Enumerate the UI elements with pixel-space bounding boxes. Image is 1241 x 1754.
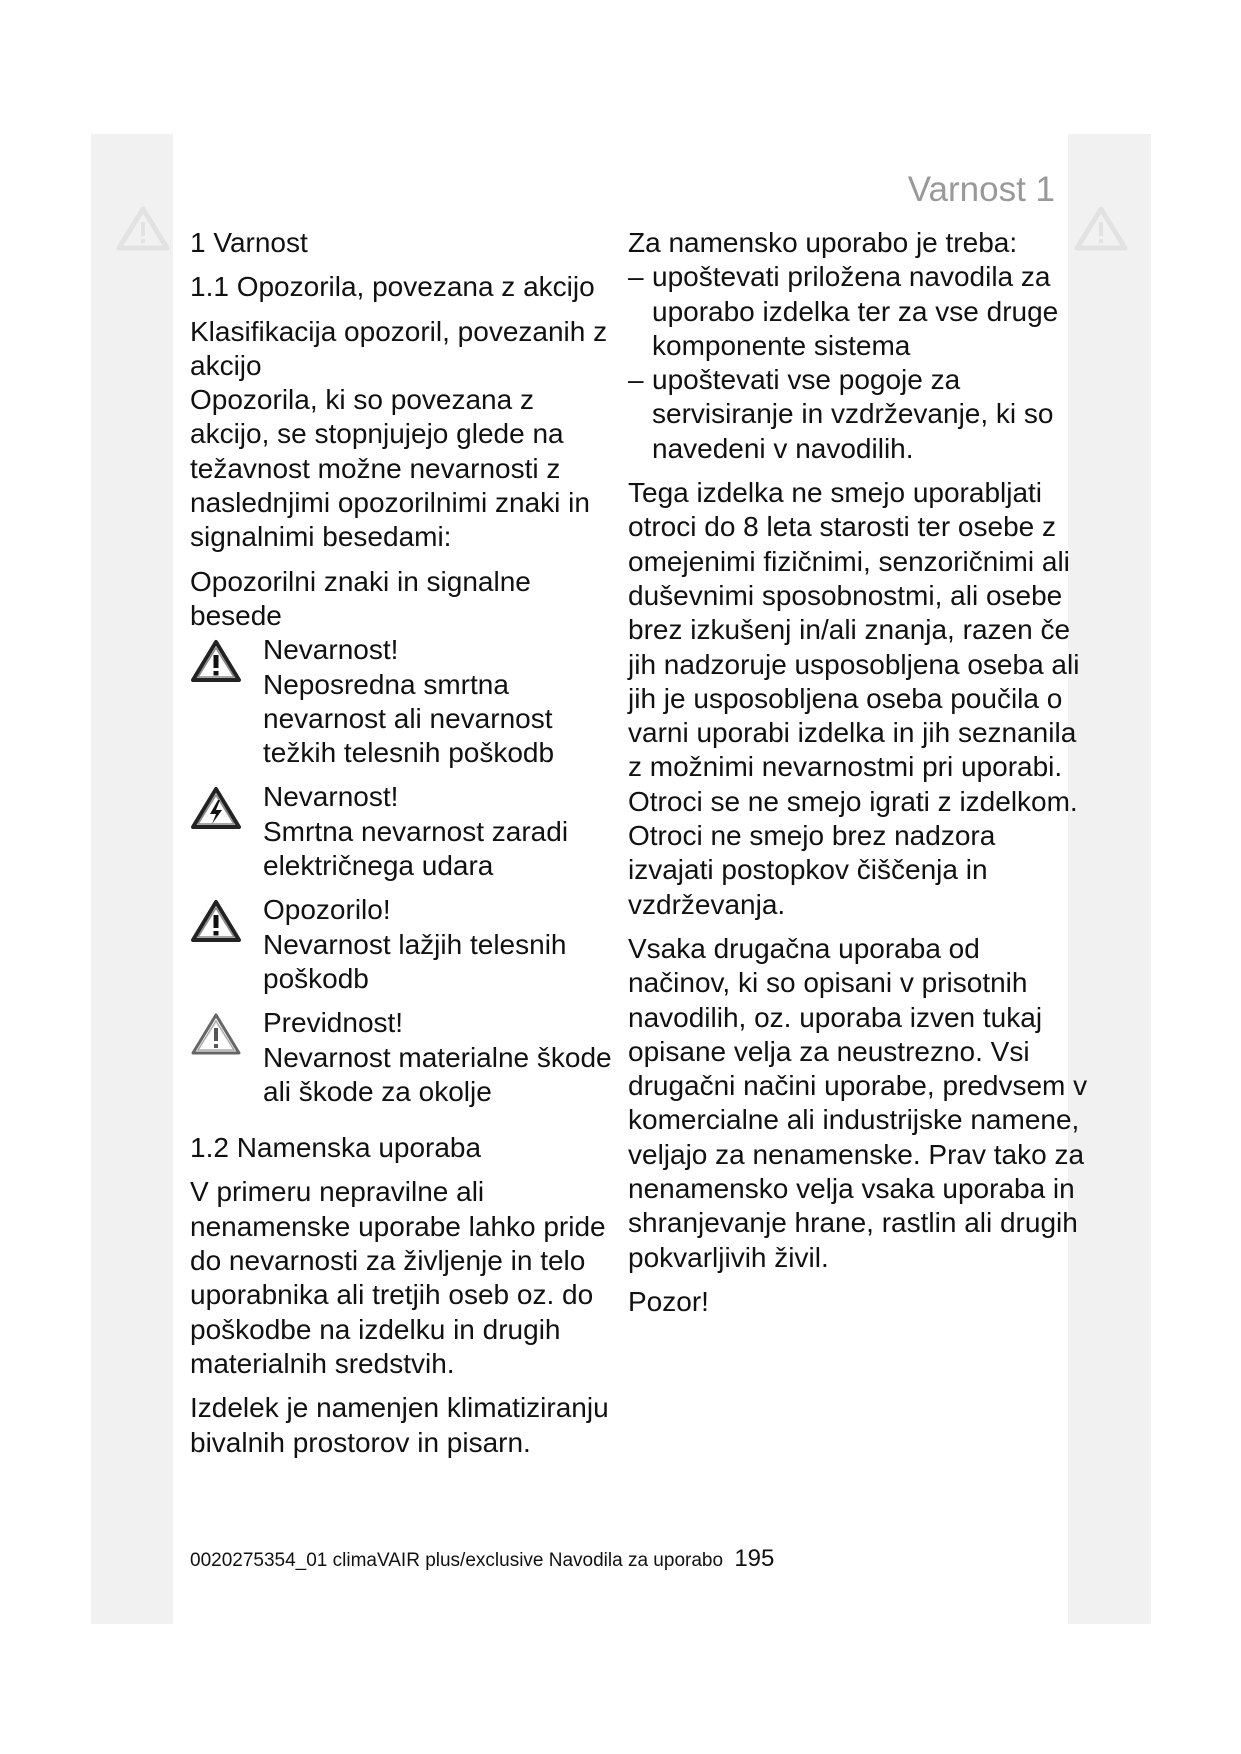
list-item	[628, 260, 1088, 363]
left-side-band	[91, 134, 173, 1624]
warning-caution-injury	[190, 893, 620, 996]
warning-electric	[190, 780, 620, 883]
warning-material-text: Nevarnost materialne škode ali škode za okolje	[263, 1041, 612, 1107]
electric-shock-icon	[190, 786, 242, 830]
list-item-text: upoštevati vse pogoje za servisiranje in vzdrževanje, ki so navedeni v navodilih.	[652, 364, 1054, 464]
side-warning-icon-left	[116, 205, 170, 251]
warning-electric-text: Smrtna nevarnost zaradi električnega udara	[263, 815, 569, 882]
warning-caution-injury-title: Opozorilo!	[263, 894, 391, 926]
right-column	[628, 226, 1088, 1319]
warning-caution-injury-text: Nevarnost lažjih telesnih poškodb	[263, 928, 567, 994]
intended-use-intro: Za namensko uporabo je treba:	[628, 227, 1018, 258]
children-text: Tega izdelka ne smejo uporabljati otroci do 8 leta starosti ter osebe z omejenimi fizičnimi, senzoričnimi ali duševnimi sposobnostmi, ali osebe brez izkušenj in/ali znanja, razen če jih nadzoruje usposobljena oseba ali jih je usposobljena oseba poučila o varni uporabi izdelka in jih seznanila z možnimi nevarnostmi pri uporabi. Otroci se ne smejo igrati z izdelkom. Otroci ne smejo brez nadzora izvajati postopkov čiščenja in vzdrževanja.	[628, 477, 1080, 920]
warning-danger-title: Nevarnost!	[263, 634, 399, 666]
intended-use-list	[628, 260, 1088, 466]
intended-use-text-2: Izdelek je namenjen klimatiziranju bivalnih prostorov in pisarn.	[190, 1392, 609, 1458]
warning-material	[190, 1006, 620, 1109]
list-item	[628, 363, 1088, 466]
signs-heading: Opozorilni znaki in signalne besede	[190, 565, 531, 631]
warning-icon	[190, 899, 242, 943]
page-number: 195	[734, 1545, 775, 1572]
classification-text: Opozorila, ki so povezana z akcijo, se stopnjujejo glede na težavnost možne nevarnosti z naslednjimi opozorilnimi znaki in signalnimi besedami:	[190, 384, 590, 553]
running-head: Varnost 1	[907, 170, 1055, 209]
footer-doc-info: 0020275354_01 climaVAIR plus/exclusive Navodila za uporabo	[190, 1550, 724, 1571]
warning-danger	[190, 633, 620, 770]
warning-electric-title: Nevarnost!	[263, 781, 399, 813]
other-use-text: Vsaka drugačna uporaba od načinov, ki so opisani v prisotnih navodilih, oz. uporaba izven tukaj opisane velja za neustrezno. Vsi drugačni načini uporabe, predvsem v komercialne ali industrijske namene, veljajo za nenamenske. Prav tako za nenamensko velja vsaka uporaba in shranjevanje hrane, rastlin ali drugih pokvarljivih živil.	[628, 932, 1088, 1273]
warning-material-title: Previdnost!	[263, 1007, 404, 1039]
section-title: 1 Varnost	[190, 227, 308, 258]
warning-danger-text: Neposredna smrtna nevarnost ali nevarnost težkih telesnih poškodb	[263, 668, 555, 769]
pozor-heading: Pozor!	[628, 1285, 709, 1317]
subsection-title-warnings: 1.1 Opozorila, povezana z akcijo	[190, 271, 595, 303]
intended-use-text-1: V primeru nepravilne ali nenamenske uporabe lahko pride do nevarnosti za življenje in telo uporabnika ali tretjih oseb oz. do poškodbe na izdelku in drugih materialnih sredstvih.	[190, 1176, 606, 1379]
subsection-title-intended-use: 1.2 Namenska uporaba	[190, 1132, 482, 1164]
danger-icon	[190, 639, 242, 683]
caution-icon	[190, 1012, 242, 1056]
list-dash: –	[628, 261, 644, 293]
left-column	[190, 226, 620, 1470]
list-item-text: upoštevati priložena navodila za uporabo izdelka ter za vse druge komponente sistema	[652, 261, 1059, 361]
classification-heading: Klasifikacija opozoril, povezanih z akcijo	[190, 315, 608, 381]
footer	[190, 1545, 774, 1573]
list-dash: –	[628, 364, 644, 396]
